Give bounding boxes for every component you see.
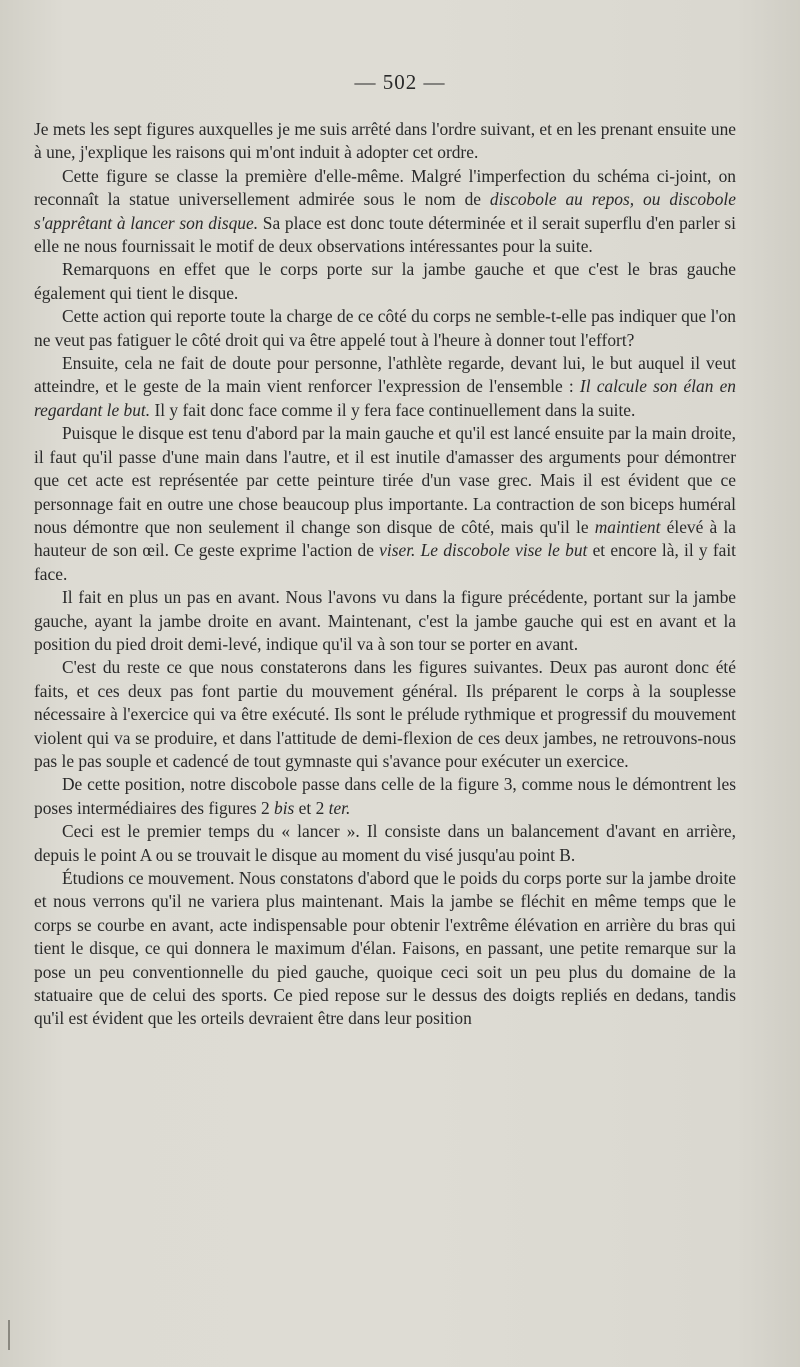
text-segment: Étudions ce mouvement. Nous constatons d'abord que le poids du corps porte sur la jambe droite et nous verrons qu'il ne variera plus maintenant. Mais la jambe se fléchit en même temps que le corps se courbe en avant, acte indispensable pour obtenir l'extrême élévation en arrière du bras qui tient le disque, ce qui donnera le maximum d'élan. Faisons, en passant, une petite remarque sur la pose un peu conventionnelle du pied gauche, quoique ceci soit un peu plus du domaine de la statuaire que de celui des sports. Ce pied repose sur le dessus des doigts repliés en dedans, tandis qu'il est évident que les orteils devraient être dans leur position (34, 868, 736, 1029)
text-segment: Il y fait donc face comme il y fera face continuellement dans la suite. (150, 399, 636, 420)
text-segment: Ensuite, cela ne fait de doute pour personne, l'athlète regarde, devant lui, le but auquel il veut atteindre, et le geste de la main vient renforcer l'expression de l'ensemble : (34, 353, 736, 397)
text-segment: De cette position, notre discobole passe dans celle de la figure 3, comme nous le démontrent les poses intermédiaires des figures 2 (34, 774, 736, 818)
text-segment: et 2 (294, 797, 329, 818)
italic-segment: Il calcule son élan en regardant le but. (34, 376, 737, 420)
italic-segment: discobole au repos, ou discobole s'apprêtant à lancer son disque. (34, 189, 736, 233)
paragraph (34, 820, 736, 867)
text-segment: élevé à la hauteur de son œil. Ce geste exprime l'action de (34, 516, 736, 561)
text-segment: Remarquons en effet que le corps porte sur la jambe gauche et que c'est le bras gauche également qui tient le disque. (34, 259, 736, 303)
italic-segment: bis (274, 797, 295, 818)
text-segment: Je mets les sept figures auxquelles je me suis arrêté dans l'ordre suivant, et en les prenant ensuite une à une, j'explique les raisons qui m'ont induit à adopter cet ordre. (34, 119, 736, 163)
paragraph (34, 773, 736, 820)
italic-segment: ter. (328, 797, 351, 818)
text-segment: et encore là, il y fait face. (34, 540, 737, 584)
paragraph (34, 118, 736, 165)
scan-edge-mark (8, 1320, 10, 1350)
body-text (34, 118, 736, 1031)
text-segment: Cette figure se classe la première d'elle-même. Malgré l'imperfection du schéma ci-joint, on reconnaît la statue universellement admirée sous le nom de (34, 165, 736, 210)
paragraph (34, 352, 736, 422)
paragraph (34, 422, 736, 586)
paragraph (34, 867, 736, 1031)
text-segment: C'est du reste ce que nous constaterons dans les figures suivantes. Deux pas auront donc été faits, et ces deux pas font partie du mouvement général. Ils préparent le corps à la souplesse nécessaire à l'exercice qui va être exécuté. Ils sont le prélude rythmique et progressif du mouvement violent qui va se produire, et dans l'attitude de demi-flexion de ces deux jambes, ne retrouvons-nous pas le pas souple et cadencé de tout gymnaste qui s'avance pour exécuter un exercice. (34, 657, 736, 771)
paragraph (34, 586, 736, 656)
paragraph (34, 165, 736, 259)
text-segment: Sa place est donc toute déterminée et il serait superflu d'en parler si elle ne nous fournissait le motif de deux observations intéressantes pour la suite. (34, 212, 736, 257)
text-segment: Cette action qui reporte toute la charge de ce côté du corps ne semble-t-elle pas indiquer que l'on ne veut pas fatiguer le côté droit qui va être appelé tout à l'heure à donner tout l'effort? (34, 306, 736, 350)
paragraph (34, 258, 736, 305)
italic-segment: maintient (594, 516, 661, 537)
text-segment: Il fait en plus un pas en avant. Nous l'avons vu dans la figure précédente, portant sur la jambe gauche, ayant la jambe droite en avant. Maintenant, c'est la jambe gauche qui est en avant et la position du pied droit demi-levé, indique qu'il va à son tour se porter en avant. (34, 587, 736, 654)
italic-segment: viser. Le discobole vise le but (379, 540, 588, 561)
text-segment: Puisque le disque est tenu d'abord par la main gauche et qu'il est lancé ensuite par la main droite, il faut qu'il passe d'une main dans l'autre, et il est inutile d'amasser des arguments pour démontrer que cet acte est représentée par cette peinture tirée d'un vase grec. Mais il est évident que ce personnage fait en outre une chose beaucoup plus importante. La contraction de son biceps huméral nous démontre que non seulement il change son disque de côté, mais qu'il le (34, 423, 736, 537)
page-number: — 502 — (354, 70, 446, 94)
paragraph (34, 656, 736, 773)
paragraph (34, 305, 736, 352)
text-segment: Ceci est le premier temps du « lancer ». Il consiste dans un balancement d'avant en arrière, depuis le point A ou se trouvait le disque au moment du visé jusqu'au point B. (34, 821, 736, 865)
